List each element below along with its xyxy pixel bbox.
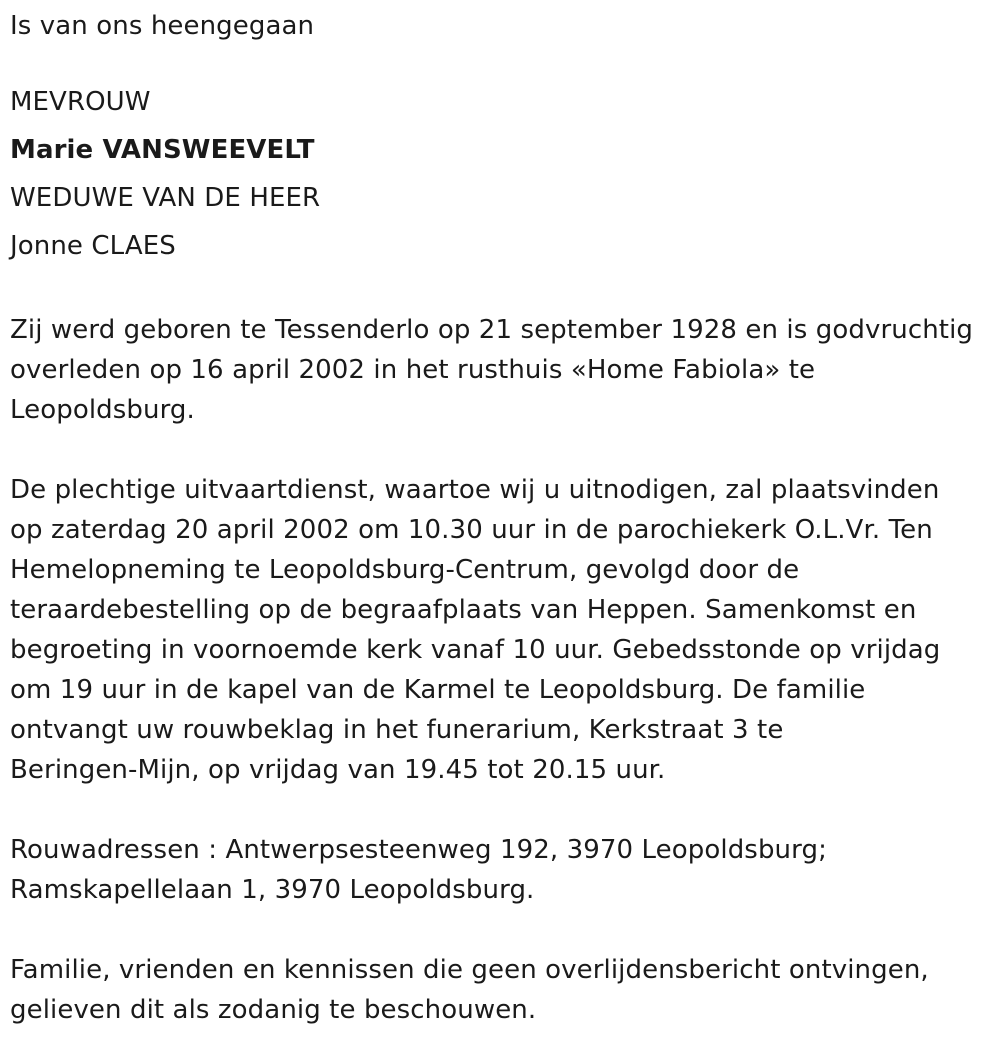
spacer [10, 270, 995, 310]
service-paragraph [10, 470, 995, 790]
paragraph-line: Hemelopneming te Leopoldsburg-Centrum, gevolgd door de [10, 555, 800, 585]
paragraph-line: De plechtige uitvaartdienst, waartoe wij u uitnodigen, zal plaatsvinden [10, 475, 940, 505]
spacer [10, 430, 995, 470]
paragraph-line: Familie, vrienden en kennissen die geen overlijdensbericht ontvingen, [10, 955, 929, 985]
paragraph-line: overleden op 16 april 2002 in het rusthuis «Home Fabiola» te [10, 355, 816, 385]
death-notice [10, 6, 995, 1030]
paragraph-line: Leopoldsburg. [10, 395, 195, 425]
intro-line: Is van ons heengegaan [10, 11, 315, 41]
spacer [10, 790, 995, 830]
address-paragraph [10, 830, 995, 910]
paragraph-line: begroeting in voornoemde kerk vanaf 10 uur. Gebedsstonde op vrijdag [10, 635, 941, 665]
paragraph-line: Beringen-Mijn, op vrijdag van 19.45 tot 20.15 uur. [10, 755, 666, 785]
paragraph-line: teraardebestelling op de begraafplaats van Heppen. Samenkomst en [10, 595, 917, 625]
spouse-name: Jonne CLAES [10, 231, 176, 261]
title-prefix: MEVROUW [10, 87, 151, 117]
paragraph-line: om 19 uur in de kapel van de Karmel te Leopoldsburg. De familie [10, 675, 866, 705]
paragraph-line: gelieven dit als zodanig te beschouwen. [10, 995, 537, 1025]
spacer [10, 46, 995, 78]
birth-death-paragraph [10, 310, 995, 430]
paragraph-line: Ramskapellelaan 1, 3970 Leopoldsburg. [10, 875, 535, 905]
deceased-name: Marie VANSWEEVELT [10, 135, 315, 165]
relation-line: WEDUWE VAN DE HEER [10, 183, 321, 213]
paragraph-line: Zij werd geboren te Tessenderlo op 21 september 1928 en is godvruchtig [10, 315, 974, 345]
spacer [10, 910, 995, 950]
paragraph-line: ontvangt uw rouwbeklag in het funerarium, Kerkstraat 3 te [10, 715, 784, 745]
paragraph-line: Rouwadressen : Antwerpsesteenweg 192, 3970 Leopoldsburg; [10, 835, 827, 865]
paragraph-line: op zaterdag 20 april 2002 om 10.30 uur in de parochiekerk O.L.Vr. Ten [10, 515, 933, 545]
closing-paragraph [10, 950, 995, 1030]
